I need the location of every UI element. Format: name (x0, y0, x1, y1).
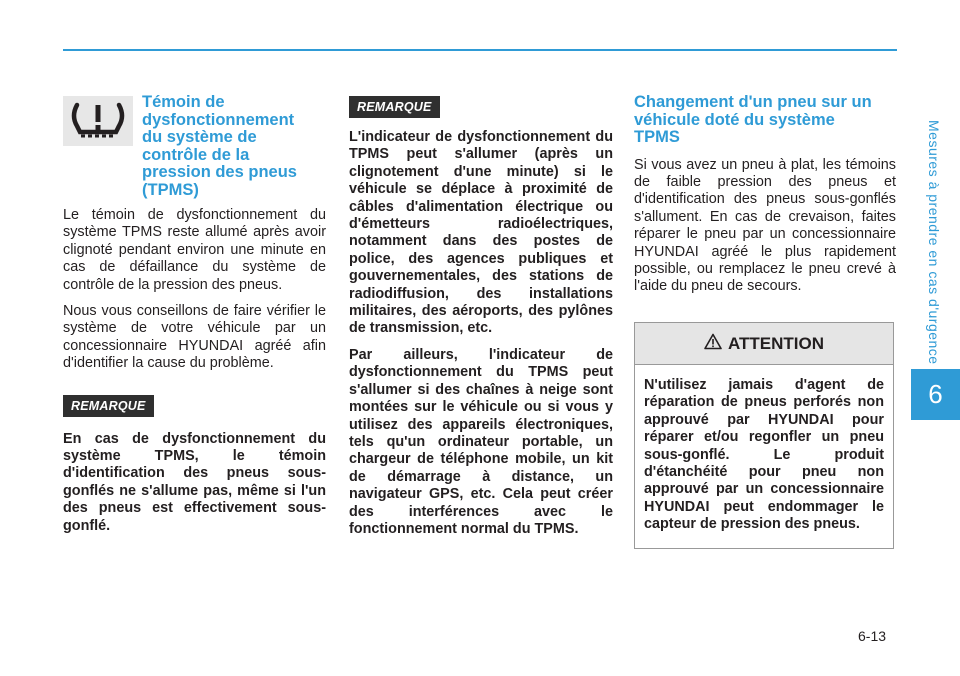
attention-header (635, 323, 893, 365)
paragraph: Le témoin de dysfonctionnement du système TPMS reste allumé après avoir clignoté pendant environ une minute en cas de défaillance du système de contrôle de la pression des pneus. (63, 207, 326, 293)
heading-line: TPMS (634, 128, 680, 146)
heading-line: dysfonctionnement (142, 110, 295, 129)
column-1 (63, 207, 326, 535)
heading-line: du système de (142, 128, 257, 146)
tpms-warning-icon (63, 96, 133, 146)
chapter-number-tab: 6 (911, 369, 960, 420)
heading-line: contrôle de la (142, 145, 250, 164)
remark-text: En cas de dysfonctionnement du système TPMS, le témoin d'identification des pneus sous-gonflés ne s'allume pas, même si l'un des pneus est effectivement sous-gonflé. (63, 430, 326, 534)
remark-label: REMARQUE (349, 96, 440, 118)
heading-line: pression des pneus (142, 163, 297, 181)
attention-text: N'utilisez jamais d'agent de réparation de pneus perforés non approuvé par HYUNDAI pour réparer et/ou regonfler un pneu sous-gonflé. Le produit d'étanchéité pour pneu non approuvé par un concessionnaire HYUNDAI peut endommager le capteur de pression des pneus. (644, 377, 884, 533)
heading-line: Changement d'un pneu sur un (634, 93, 872, 111)
column-3 (634, 94, 896, 296)
heading-line: Témoin de (142, 93, 225, 111)
page-number: 6-13 (858, 628, 887, 644)
attention-label: ATTENTION (727, 333, 824, 353)
attention-box (634, 322, 894, 549)
header-rule (63, 49, 897, 51)
heading-line: véhicule doté du système (634, 110, 835, 129)
paragraph: Nous vous conseillons de faire vérifier le système de votre véhicule par un concessionnaire HYUNDAI agréé afin d'identifier la cause du problème. (63, 303, 326, 372)
tpms-heading (142, 94, 327, 199)
paragraph: Si vous avez un pneu à plat, les témoins de faible pression des pneus et d'identification des pneus sous-gonflés s'allument. En cas de crevaison, faites réparer le pneu par un concessionnaire HYUNDAI agréé le plus rapidement possible, ou remplacez le pneu crevé à l'aide du pneu de secours. (634, 156, 896, 295)
column-2 (349, 96, 613, 538)
remark-label: REMARQUE (63, 395, 154, 417)
warning-triangle-icon (704, 333, 722, 355)
chapter-title: Mesures à prendre en cas d'urgence (926, 120, 942, 365)
heading-line: (TPMS) (142, 180, 199, 199)
remark-text: L'indicateur de dysfonctionnement du TPMS peut s'allumer (après un clignotement d'une minute) si le véhicule se déplace à proximité de câbles d'alimentation électrique ou d'émetteurs radioélectriques, notamment dans des postes de police, des agences publiques et gouvernementales, des stations de radiodiffusion, des installations militaires, des aéroports, des pylônes de transmission, etc. (349, 129, 613, 337)
remark-text: Par ailleurs, l'indicateur de dysfonctionnement du TPMS peut s'allumer si des chaînes à neige sont montées sur le véhicule ou si vous y utilisez des appareils électroniques, tels qu'un ordinateur portable, un chargeur de téléphone mobile, un kit de démarrage à distance, un navigateur GPS, etc. Cela peut créer des interférences avec le fonctionnement normal du TPMS. (349, 346, 613, 537)
